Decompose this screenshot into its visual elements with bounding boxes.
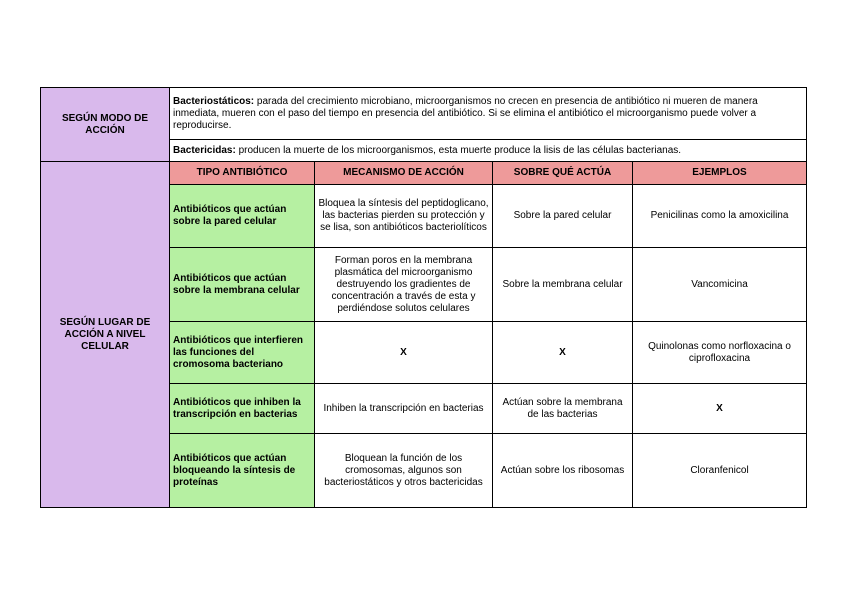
target: Actúan sobre los ribosomas: [493, 434, 633, 508]
site-of-action-label: SEGÚN LUGAR DE ACCIÓN A NIVEL CELULAR: [41, 162, 170, 508]
header-row: [41, 162, 807, 185]
target: Sobre la pared celular: [493, 185, 633, 248]
examples: X: [633, 384, 807, 434]
antibiotics-table: [40, 87, 807, 508]
antibiotic-type: Antibióticos que actúan sobre la pared celular: [170, 185, 315, 248]
header-examples: EJEMPLOS: [633, 162, 807, 185]
header-target: SOBRE QUÉ ACTÚA: [493, 162, 633, 185]
mechanism: Bloquea la síntesis del peptidoglicano, las bacterias pierden su protección y se lisa, son antibióticos bacteriolíticos: [315, 185, 493, 248]
antibiotic-type: Antibióticos que inhiben la transcripción en bacterias: [170, 384, 315, 434]
examples: Penicilinas como la amoxicilina: [633, 185, 807, 248]
mechanism: Forman poros en la membrana plasmática del microorganismo destruyendo los gradientes de concentración a través de esta y perdiéndose solutos celulares: [315, 248, 493, 322]
antibiotic-type: Antibióticos que interfieren las funciones del cromosoma bacteriano: [170, 322, 315, 384]
examples: Quinolonas como norfloxacina o ciprofloxacina: [633, 322, 807, 384]
mechanism: Bloquean la función de los cromosomas, algunos son bacteriostáticos y otros bactericidas: [315, 434, 493, 508]
examples: Vancomicina: [633, 248, 807, 322]
mechanism: X: [315, 322, 493, 384]
bacteriostatic-row: [41, 88, 807, 140]
bacteriostatic-term: Bacteriostáticos:: [173, 95, 255, 107]
header-mechanism: MECANISMO DE ACCIÓN: [315, 162, 493, 185]
target: Actúan sobre la membrana de las bacterias: [493, 384, 633, 434]
bactericidal-text: producen la muerte de los microorganismos, esta muerte produce la lisis de las células bacterianas.: [235, 144, 682, 156]
target: Sobre la membrana celular: [493, 248, 633, 322]
bactericidal-definition: [170, 140, 807, 162]
antibiotic-type: Antibióticos que actúan sobre la membrana celular: [170, 248, 315, 322]
examples: Cloranfenicol: [633, 434, 807, 508]
bactericidal-term: Bactericidas:: [173, 144, 236, 156]
bacteriostatic-text: parada del crecimiento microbiano, microorganismos no crecen en presencia de antibiótico ni mueren de manera inmediata, mueren con el paso del tiempo en presencia del antibiótico. Si se elimina el antibiótico el microorganismo puede volver a reproducirse.: [173, 95, 758, 131]
mode-of-action-label: SEGÚN MODO DE ACCIÓN: [41, 88, 170, 162]
bacteriostatic-definition: [170, 88, 807, 140]
antibiotic-type: Antibióticos que actúan bloqueando la síntesis de proteínas: [170, 434, 315, 508]
mechanism: Inhiben la transcripción en bacterias: [315, 384, 493, 434]
target: X: [493, 322, 633, 384]
header-antibiotic-type: TIPO ANTIBIÓTICO: [170, 162, 315, 185]
